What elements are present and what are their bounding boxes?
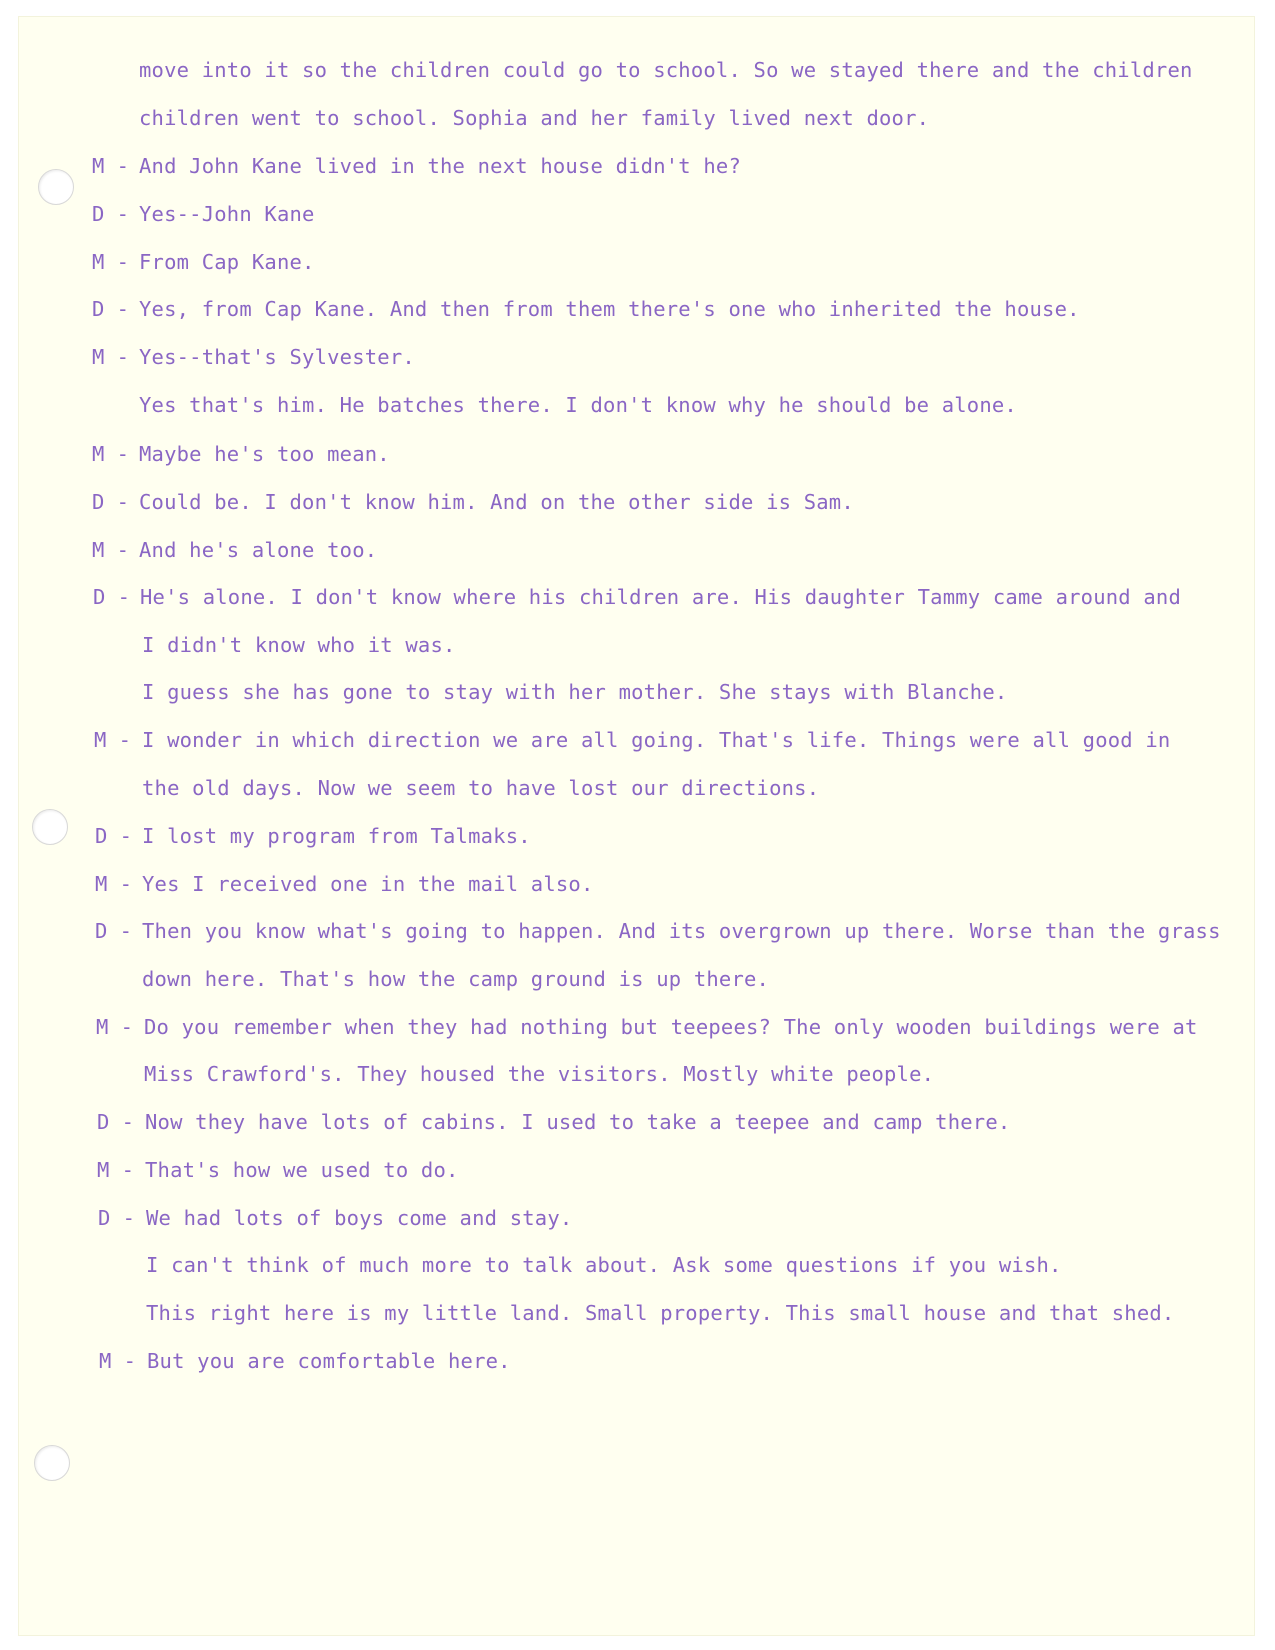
speaker-label: M - [92,345,130,369]
transcript-line: Do you remember when they had nothing but teepees? The only wooden buildings were at [144,1015,1198,1039]
transcript-line: the old days. Now we seem to have lost our directions. [142,776,820,800]
speaker-label: M - [95,872,133,896]
transcript-line: Now they have lots of cabins. I used to take a teepee and camp there. [145,1110,1011,1134]
speaker-label: D - [95,824,133,848]
transcript-line: I wonder in which direction we are all going. That's life. Things were all good in [142,728,1171,752]
speaker-label: M - [92,442,130,466]
speaker-label: M - [92,538,130,562]
speaker-label: D - [92,490,130,514]
transcript-line: Then you know what's going to happen. And its overgrown up there. Worse than the grass [142,919,1221,943]
binder-hole [38,169,74,205]
binder-hole [32,809,68,845]
transcript-line: Miss Crawford's. They housed the visitors. Mostly white people. [144,1062,935,1086]
speaker-label: D - [92,202,130,226]
transcript-line: I guess she has gone to stay with her mother. She stays with Blanche. [142,680,1008,704]
transcript-line: Yes--John Kane [139,202,315,226]
speaker-label: M - [99,1349,137,1373]
transcript-line: And John Kane lived in the next house didn't he? [139,154,742,178]
transcript-line: move into it so the children could go to school. So we stayed there and the children [139,58,1193,82]
transcript-line: From Cap Kane. [139,250,315,274]
binder-hole [34,1445,70,1481]
transcript-line: Yes, from Cap Kane. And then from them there's one who inherited the house. [139,297,1080,321]
speaker-label: M - [96,1015,134,1039]
speaker-label: D - [98,1206,136,1230]
transcript-line: Could be. I don't know him. And on the other side is Sam. [139,490,854,514]
speaker-label: D - [93,585,131,609]
transcript-line: I didn't know who it was. [142,633,456,657]
transcript-line: Yes--that's Sylvester. [139,345,415,369]
speaker-label: D - [97,1110,135,1134]
transcript-line: Yes that's him. He batches there. I don't know why he should be alone. [139,393,1017,417]
transcript-line: I lost my program from Talmaks. [142,824,531,848]
speaker-label: M - [92,154,130,178]
transcript-line: And he's alone too. [139,538,378,562]
transcript-line: We had lots of boys come and stay. [146,1206,573,1230]
speaker-label: D - [92,297,130,321]
speaker-label: M - [97,1158,135,1182]
transcript-line: children went to school. Sophia and her family lived next door. [139,106,930,130]
transcript-line: That's how we used to do. [145,1158,459,1182]
speaker-label: M - [94,728,132,752]
transcript-line: But you are comfortable here. [147,1349,511,1373]
transcript-line: I can't think of much more to talk about. Ask some questions if you wish. [146,1253,1062,1277]
speaker-label: D - [95,919,133,943]
transcript-line: Maybe he's too mean. [139,442,390,466]
transcript-line: down here. That's how the camp ground is up there. [142,967,770,991]
transcript-line: This right here is my little land. Small property. This small house and that shed. [146,1301,1175,1325]
transcript-line: Yes I received one in the mail also. [142,872,594,896]
speaker-label: M - [92,250,130,274]
transcript-line: He's alone. I don't know where his children are. His daughter Tammy came around and [140,585,1181,609]
